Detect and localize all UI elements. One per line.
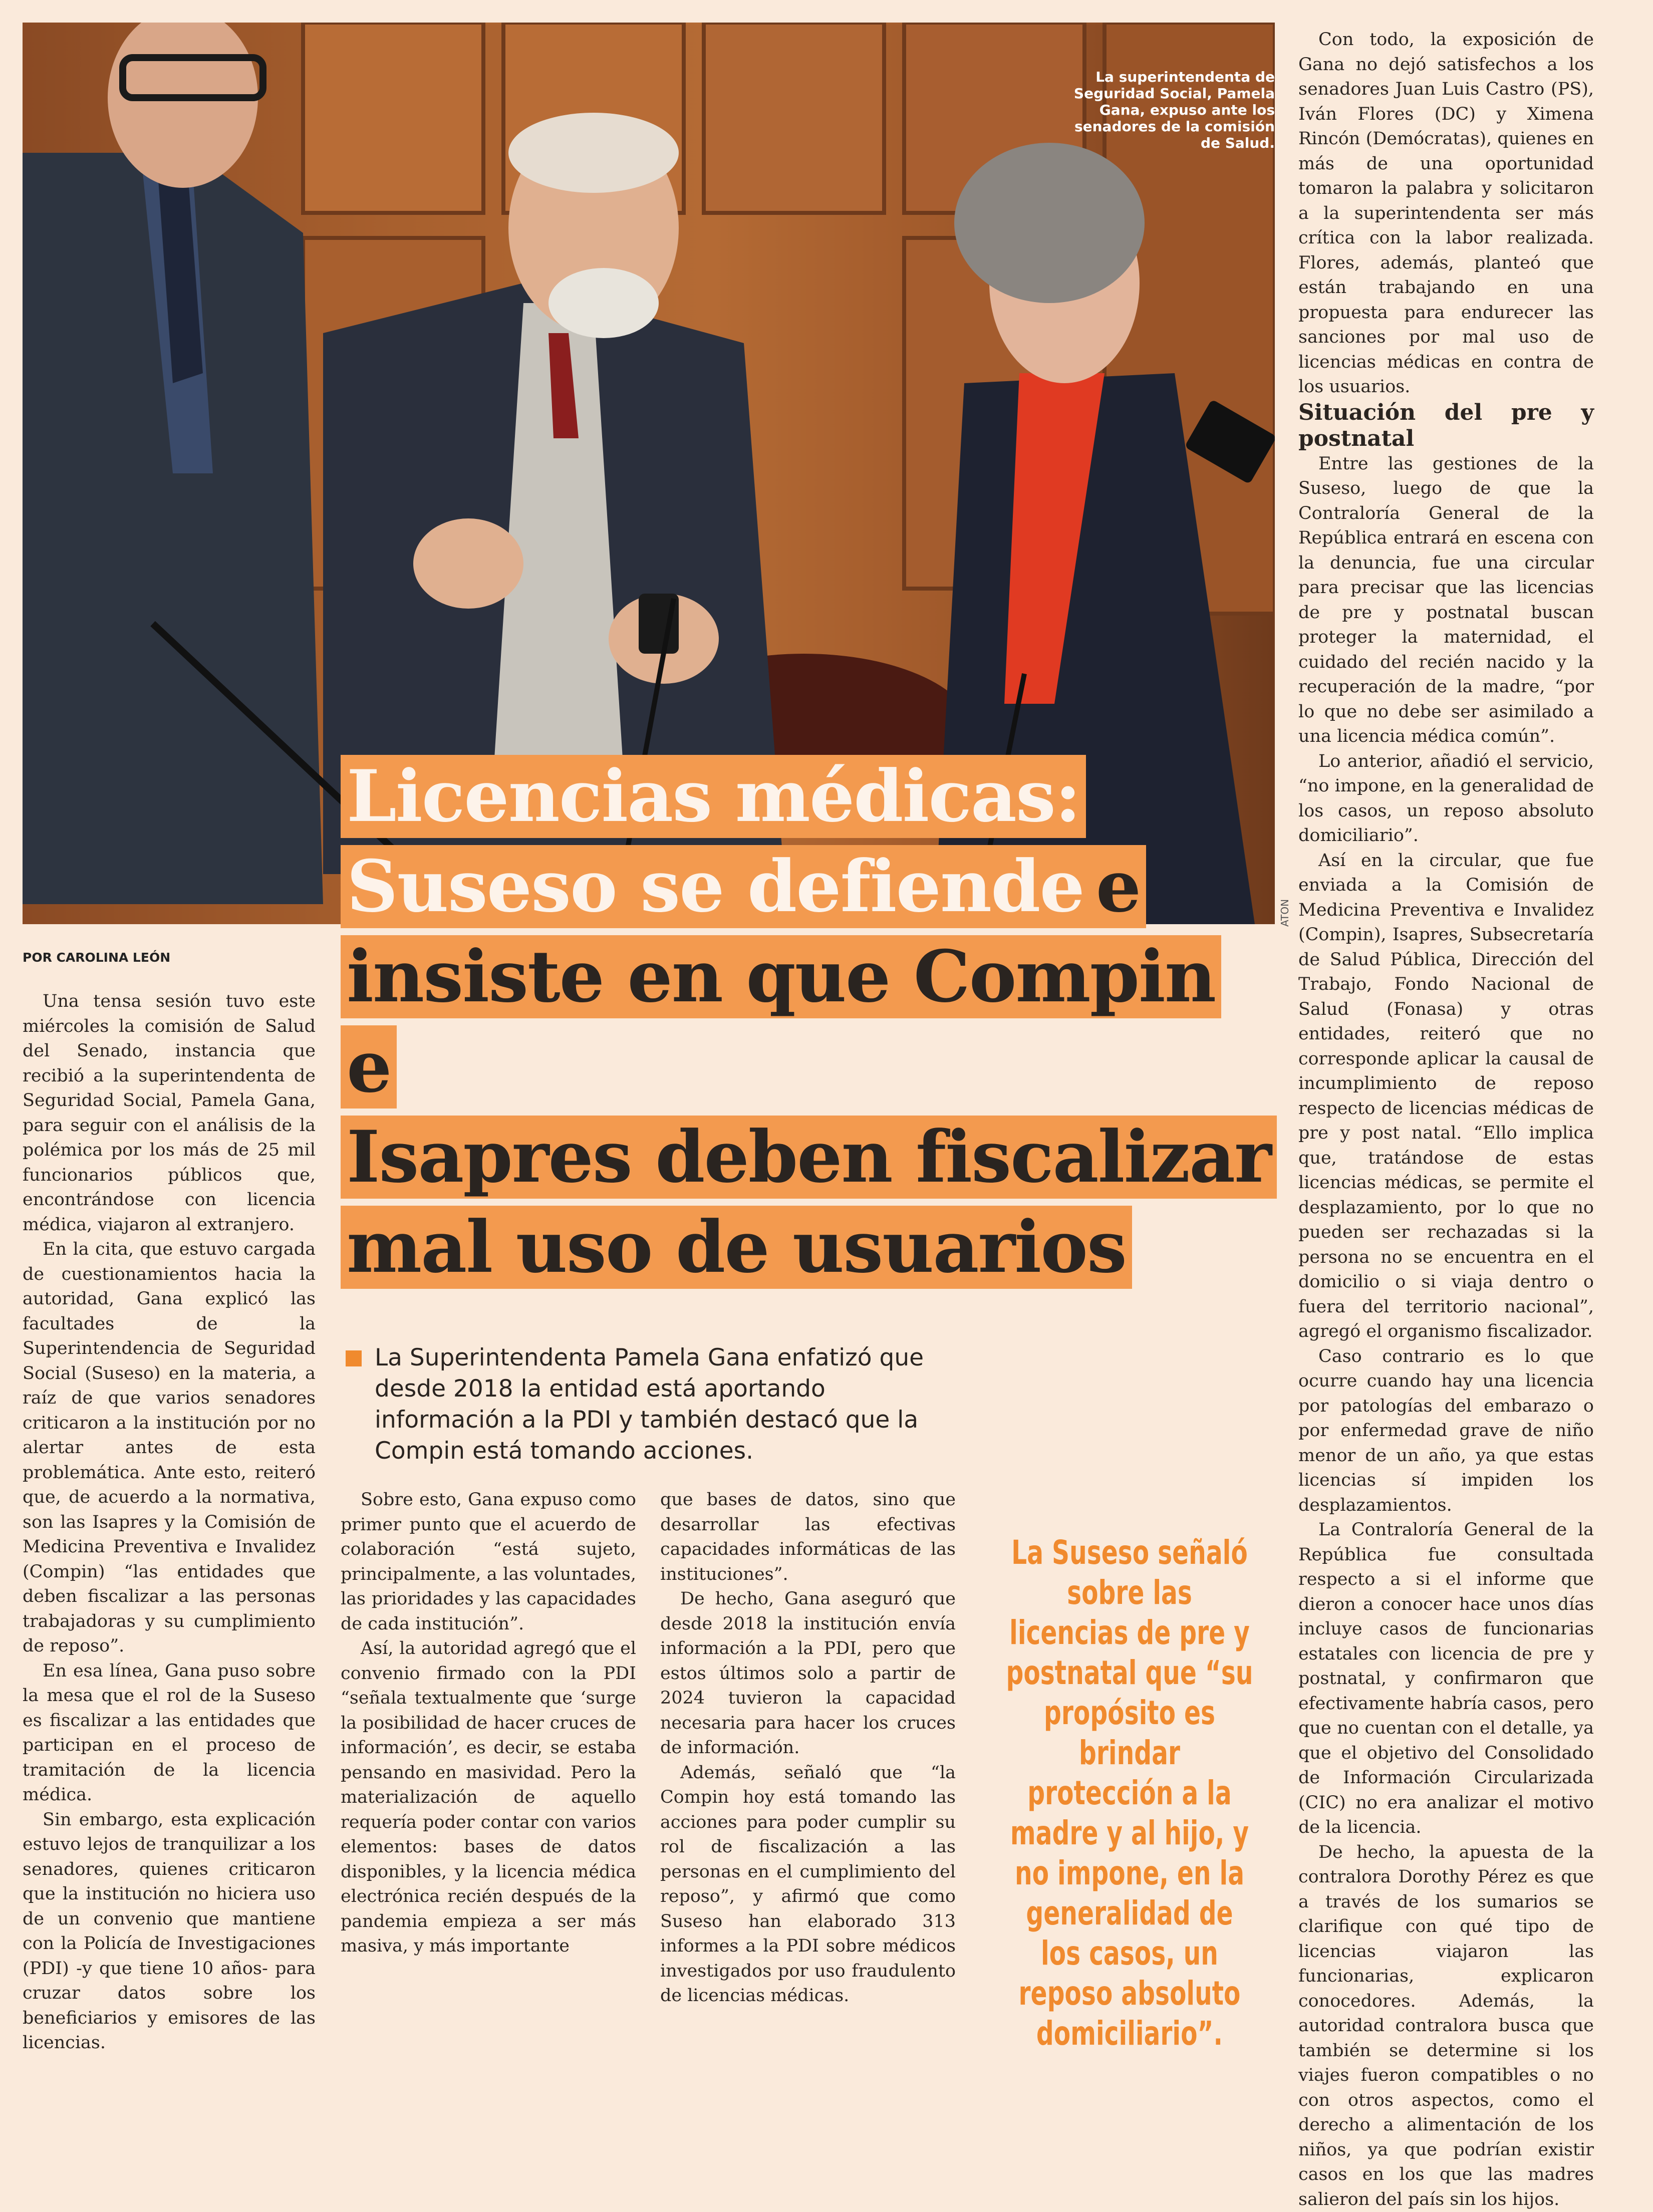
body-column-1	[23, 989, 316, 2056]
headline-line-2b: e	[1090, 845, 1146, 928]
paragraph: De hecho, Gana aseguró que desde 2018 la institución envía información a la PDI, pero que estos últimos solo a partir de 2024 tuvieron la capacidad necesaria para hacer los cruces de información.	[660, 1587, 956, 1761]
bullet-square-icon	[346, 1350, 362, 1366]
photo-caption: La superintendenta de Seguridad Social, Pamela Gana, expuso ante los senadores de la comisión de Salud.	[1064, 69, 1275, 151]
paragraph: Así en la circular, que fue enviada a la Comisión de Medicina Preventiva e Invalidez (Compin), Isapres, Subsecretaría de Salud Pública, Dirección del Trabajo, Fondo Nacional de Salud (Fonasa) y otras entidades, reiteró que no corresponde aplicar la causal de incumplimiento de reposo respecto de licencias médicas de pre y post natal. “Ello implica que, tratándose de estas licencias médicas, se permite el desplazamiento, por lo que no pueden ser rechazadas si la persona no se encuentra en el domicilio o si viaja dentro o fuera del territorio nacional”, agregó el organismo fiscalizador.	[1298, 849, 1594, 1344]
body-column-4	[1298, 28, 1594, 2212]
paragraph: Sin embargo, esta explicación estuvo lejos de tranquilizar a los senadores, quienes criticaron que la institución no hiciera uso de un convenio que mantiene con la Policía de Investigaciones (PDI) -y que tiene 10 años- para cruzar datos sobre los beneficiarios y emisores de las licencias.	[23, 1808, 316, 2056]
pull-quote: La Suseso señaló sobre las licencias de pre y postnatal que “su propósito es brindar protección a la madre y al hijo, y no impone, en la generalidad de los casos, un reposo absoluto domiciliario”.	[1004, 1533, 1255, 2054]
paragraph: Sobre esto, Gana expuso como primer punto que el acuerdo de colaboración “está sujeto, principalmente, a las voluntades, las prioridades y las capacidades de cada institución”.	[341, 1488, 636, 1636]
headline-line-1: Licencias médicas:	[341, 755, 1086, 838]
paragraph: Con todo, la exposición de Gana no dejó satisfechos a los senadores Juan Luis Castro (PS), Iván Flores (DC) y Ximena Rincón (Demócratas), quienes en más de una oportunidad tomaron la palabra y solicitaron a la superintendenta ser más crítica con la labor realizada. Flores, además, planteó que están trabajando en una propuesta para endurecer las sanciones por mal uso de licencias médicas en contra de los usuarios.	[1298, 28, 1594, 400]
paragraph: Lo anterior, añadió el servicio, “no impone, en la generalidad de los casos, un reposo absoluto domiciliario”.	[1298, 749, 1594, 849]
paragraph: De hecho, la apuesta de la contralora Dorothy Pérez es que a través de los sumarios se clarifique con qué tipo de licencias viajaron las funcionarias, explicaron conocedores. Además, la autoridad contralora busca que también se determine si los viajes fueron compatibles o no con otros aspectos, como el derecho a alimentación de los niños, ya que podrían existir casos en los que las madres salieron del país sin los hijos.	[1298, 1840, 1594, 2212]
paragraph: En esa línea, Gana puso sobre la mesa que el rol de la Suseso es fiscalizar a las entidades que participan en el proceso de tramitación de la licencia médica.	[23, 1659, 316, 1808]
subheading: Situación del pre y postnatal	[1298, 400, 1594, 452]
body-column-2	[341, 1488, 636, 1959]
paragraph: En la cita, que estuvo cargada de cuestionamientos hacia la autoridad, Gana explicó las facultades de la Superintendencia de Seguridad Social (Suseso) en la materia, a raíz de que varios senadores criticaron a la institución por no alertar antes de esta problemática. Ante esto, reiteró que, de acuerdo a la normativa, son las Isapres y la Comisión de Medicina Preventiva e Invalidez (Compin) “las entidades que deben fiscalizar a las personas trabajadoras y su cumplimiento de reposo”.	[23, 1237, 316, 1659]
body-column-3	[660, 1488, 956, 2009]
paragraph: Una tensa sesión tuvo este miércoles la comisión de Salud del Senado, instancia que recibió a la superintendenta de Seguridad Social, Pamela Gana, para seguir con el análisis de la polémica por los más de 25 mil funcionarios públicos que, encontrándose con licencia médica, viajaron al extranjero.	[23, 989, 316, 1237]
lead-summary	[341, 1342, 962, 1467]
headline-line-2a: Suseso se defiende	[341, 845, 1090, 928]
paragraph: Entre las gestiones de la Suseso, luego de que la Contraloría General de la República entrará en escena con la denuncia, fue una circular para precisar que las licencias de pre y postnatal buscan proteger la maternidad, el cuidado del recién nacido y la recuperación de la madre, “por lo que no debe ser asimilado a una licencia médica común”.	[1298, 452, 1594, 749]
byline: POR CAROLINA LEÓN	[23, 950, 170, 965]
paragraph: que bases de datos, sino que desarrollar las efectivas capacidades informáticas de las instituciones”.	[660, 1488, 956, 1587]
headline	[341, 751, 1277, 1292]
paragraph: Así, la autoridad agregó que el convenio firmado con la PDI “señala textualmente que ‘surge la posibilidad de hacer cruces de información’, es decir, se estaba pensando en masividad. Pero la materialización de aquello requería poder contar con varios elementos: bases de datos disponibles, y la licencia médica electrónica recién después de la pandemia empieza a ser más masiva, y más importante	[341, 1636, 636, 1959]
lead-text: La Superintendenta Pamela Gana enfatizó que desde 2018 la entidad está aportando información a la PDI y también destacó que la Compin está tomando acciones.	[375, 1342, 962, 1467]
photo-credit: ATON	[1279, 899, 1291, 927]
paragraph: La Contraloría General de la República fue consultada respecto a si el informe que dieron a conocer hace unos días incluye casos de funcionarias estatales con licencia de pre y postnatal, y confirmaron que efectivamente habría casos, pero que no cuentan con el detalle, ya que el objetivo del Consolidado de Información Circularizada (CIC) no era analizar el motivo de la licencia.	[1298, 1518, 1594, 1840]
headline-line-5: mal uso de usuarios	[341, 1206, 1132, 1289]
paragraph: Además, señaló que “la Compin hoy está tomando las acciones para poder cumplir su rol de fiscalización a las personas en el cumplimiento del reposo”, y afirmó que como Suseso han elaborado 313 informes a la PDI sobre médicos investigados por uso fraudulento de licencias médicas.	[660, 1761, 956, 2009]
headline-line-4: Isapres deben fiscalizar	[341, 1116, 1277, 1199]
headline-line-3: insiste en que Compin e	[341, 935, 1221, 1109]
paragraph: Caso contrario es lo que ocurre cuando hay una licencia por patologías del embarazo o por enfermedad grave de niño menor de un año, ya que estas licencias sí impiden los desplazamientos.	[1298, 1344, 1594, 1518]
